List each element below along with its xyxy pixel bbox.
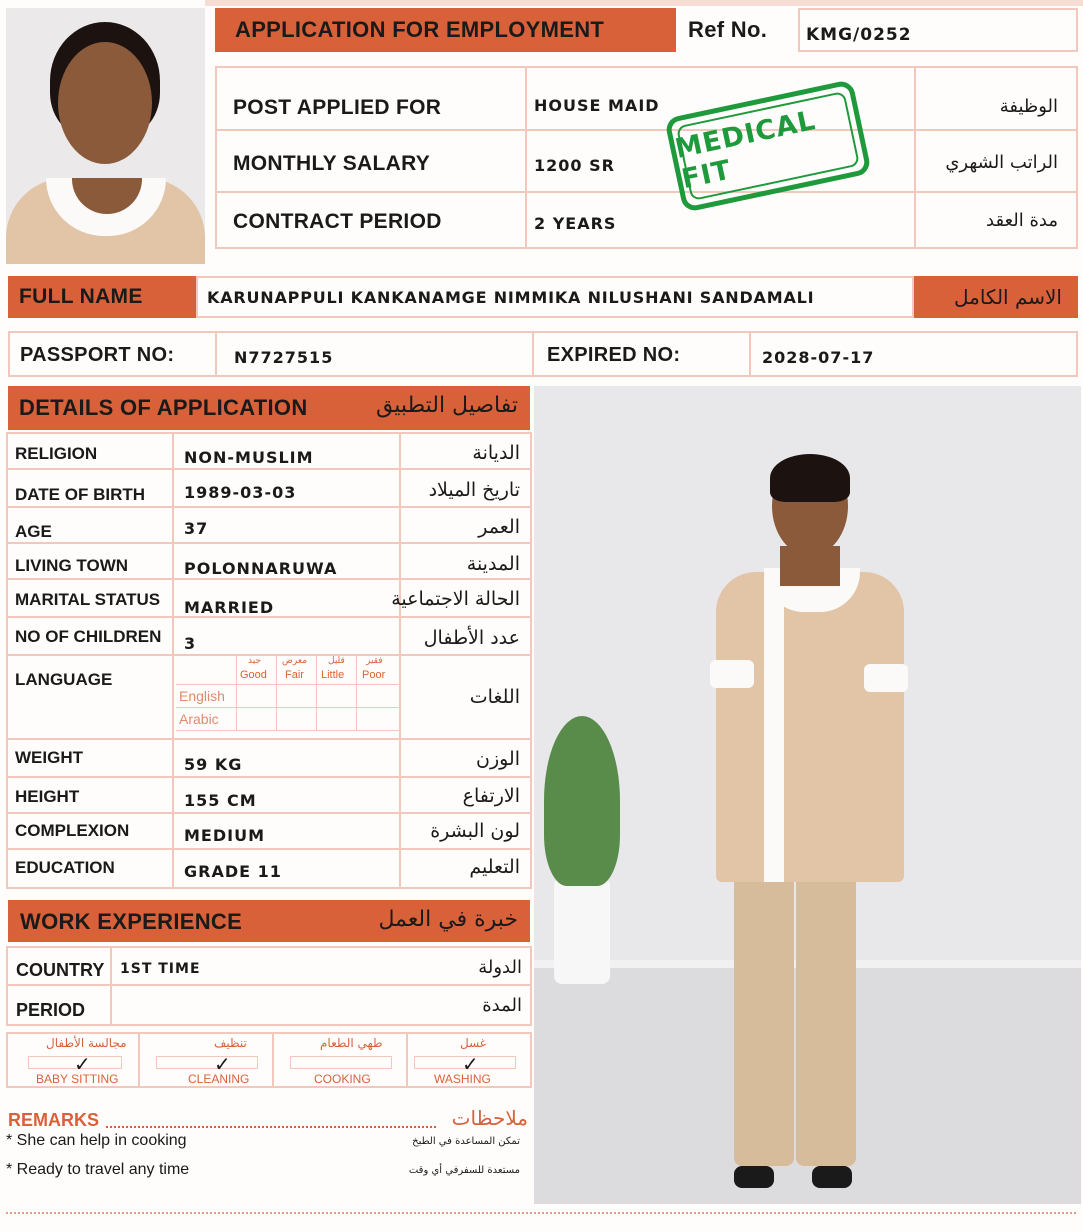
language-grid [176, 656, 399, 732]
check-washing: ✓ [462, 1052, 479, 1076]
skill-cleaning: تنظيف ✓ CLEANING [142, 1034, 274, 1086]
skill-cooking: طهي الطعام COOKING [276, 1034, 408, 1086]
full-name-arabic-box [914, 276, 1078, 318]
language-label: LANGUAGE [15, 670, 113, 689]
period-arabic: المدة [482, 995, 522, 1016]
post-label: POST APPLIED FOR [233, 96, 442, 119]
application-title: APPLICATION FOR EMPLOYMENT [235, 17, 605, 42]
salary-arabic: الراتب الشهري [945, 152, 1058, 173]
remarks-section [6, 1104, 532, 1194]
work-title: WORK EXPERIENCE [20, 909, 243, 934]
salary-value: 1200 SR [534, 156, 615, 175]
remarks-arabic: ملاحظات [451, 1106, 528, 1130]
detail-row-language [8, 656, 530, 740]
level-fair: Fair [285, 669, 304, 681]
level-little-ar: قليل [328, 656, 345, 666]
full-body-photo [534, 386, 1081, 1204]
bottom-dotted-line [6, 1212, 1076, 1214]
level-poor-ar: فقير [366, 656, 383, 666]
work-table [6, 946, 532, 1026]
language-arabic-lang: Arabic [179, 711, 219, 727]
contract-label: CONTRACT PERIOD [233, 210, 442, 233]
details-title-arabic: تفاصيل التطبيق [375, 393, 518, 418]
language-arabic: اللغات [469, 686, 520, 708]
passport-label: PASSPORT NO: [20, 344, 175, 366]
detail-row-age: AGE 37 العمر [8, 508, 530, 544]
detail-row-weight: WEIGHT 59 KG الوزن [8, 740, 530, 778]
full-name-value-box [196, 276, 914, 318]
skill-baby-sitting: مجالسة الأطفال ✓ BABY SITTING [8, 1034, 140, 1086]
passport-value: N7727515 [234, 348, 334, 367]
detail-row-complexion: COMPLEXION MEDIUM لون البشرة [8, 814, 530, 850]
detail-row-education: EDUCATION GRADE 11 التعليم [15, 856, 520, 881]
check-baby-sitting: ✓ [74, 1052, 91, 1076]
full-name-label-box [8, 276, 196, 318]
detail-row-religion: RELIGION NON-MUSLIM الديانة [8, 434, 530, 470]
ref-value: KMG/0252 [806, 25, 912, 45]
details-header [8, 386, 530, 430]
work-header [8, 900, 530, 942]
post-table [215, 66, 1078, 249]
post-value: HOUSE MAID [534, 96, 660, 115]
detail-row-children: NO OF CHILDREN 3 عدد الأطفال [8, 618, 530, 656]
salary-label: MONTHLY SALARY [233, 152, 431, 175]
remark-2: * Ready to travel any time [6, 1161, 190, 1178]
country-arabic: الدولة [478, 957, 522, 978]
remark-1: * She can help in cooking [6, 1132, 187, 1149]
ref-label: Ref No. [688, 17, 768, 42]
detail-row-marital: MARITAL STATUS MARRIED الحالة الاجتماعية [8, 580, 530, 618]
contract-value: 2 YEARS [534, 214, 617, 233]
work-title-arabic: خبرة في العمل [378, 907, 518, 932]
full-name-arabic: الاسم الكامل [953, 285, 1062, 309]
detail-row-height: HEIGHT 155 CM الارتفاع [8, 778, 530, 814]
level-poor: Poor [362, 669, 386, 681]
remarks-label: REMARKS [8, 1110, 100, 1130]
top-strip [205, 0, 1083, 6]
level-fair-ar: معرض [282, 656, 308, 666]
application-title-bar [215, 8, 676, 52]
language-english: English [179, 688, 225, 704]
remark-2-arabic: مستعدة للسفرفي أي وقت [408, 1165, 520, 1176]
passport-row [8, 331, 1078, 377]
full-name-label: FULL NAME [19, 285, 143, 308]
level-good: Good [240, 669, 267, 681]
stamp-text: MEDICAL FIT [672, 104, 819, 196]
period-label: PERIOD [16, 1000, 86, 1020]
skill-washing: غسل ✓ WASHING [410, 1034, 530, 1086]
post-arabic: الوظيفة [999, 96, 1058, 117]
check-cleaning: ✓ [214, 1052, 231, 1076]
level-little: Little [321, 669, 345, 681]
level-good-ar: جيد [248, 656, 262, 666]
remark-1-arabic: تمكن المساعدة في الطبخ [412, 1136, 520, 1147]
full-name-value: KARUNAPPULI KANKANAMGE NIMMIKA NILUSHANI SANDAMALI [207, 287, 815, 307]
ref-value-box [798, 8, 1078, 52]
detail-row-dob: DATE OF BIRTH 1989-03-03 تاريخ الميلاد [8, 470, 530, 508]
ref-label-box [676, 8, 798, 52]
contract-arabic: مدة العقد [986, 210, 1058, 231]
details-title: DETAILS OF APPLICATION [19, 395, 308, 420]
country-label: COUNTRY [16, 960, 105, 980]
country-value: 1ST TIME [120, 961, 201, 977]
skills-row [6, 1032, 532, 1088]
expired-value: 2028-07-17 [762, 348, 875, 367]
portrait-photo [6, 8, 205, 264]
expired-label: EXPIRED NO: [547, 344, 681, 366]
detail-row-town: LIVING TOWN POLONNARUWA المدينة [8, 544, 530, 580]
